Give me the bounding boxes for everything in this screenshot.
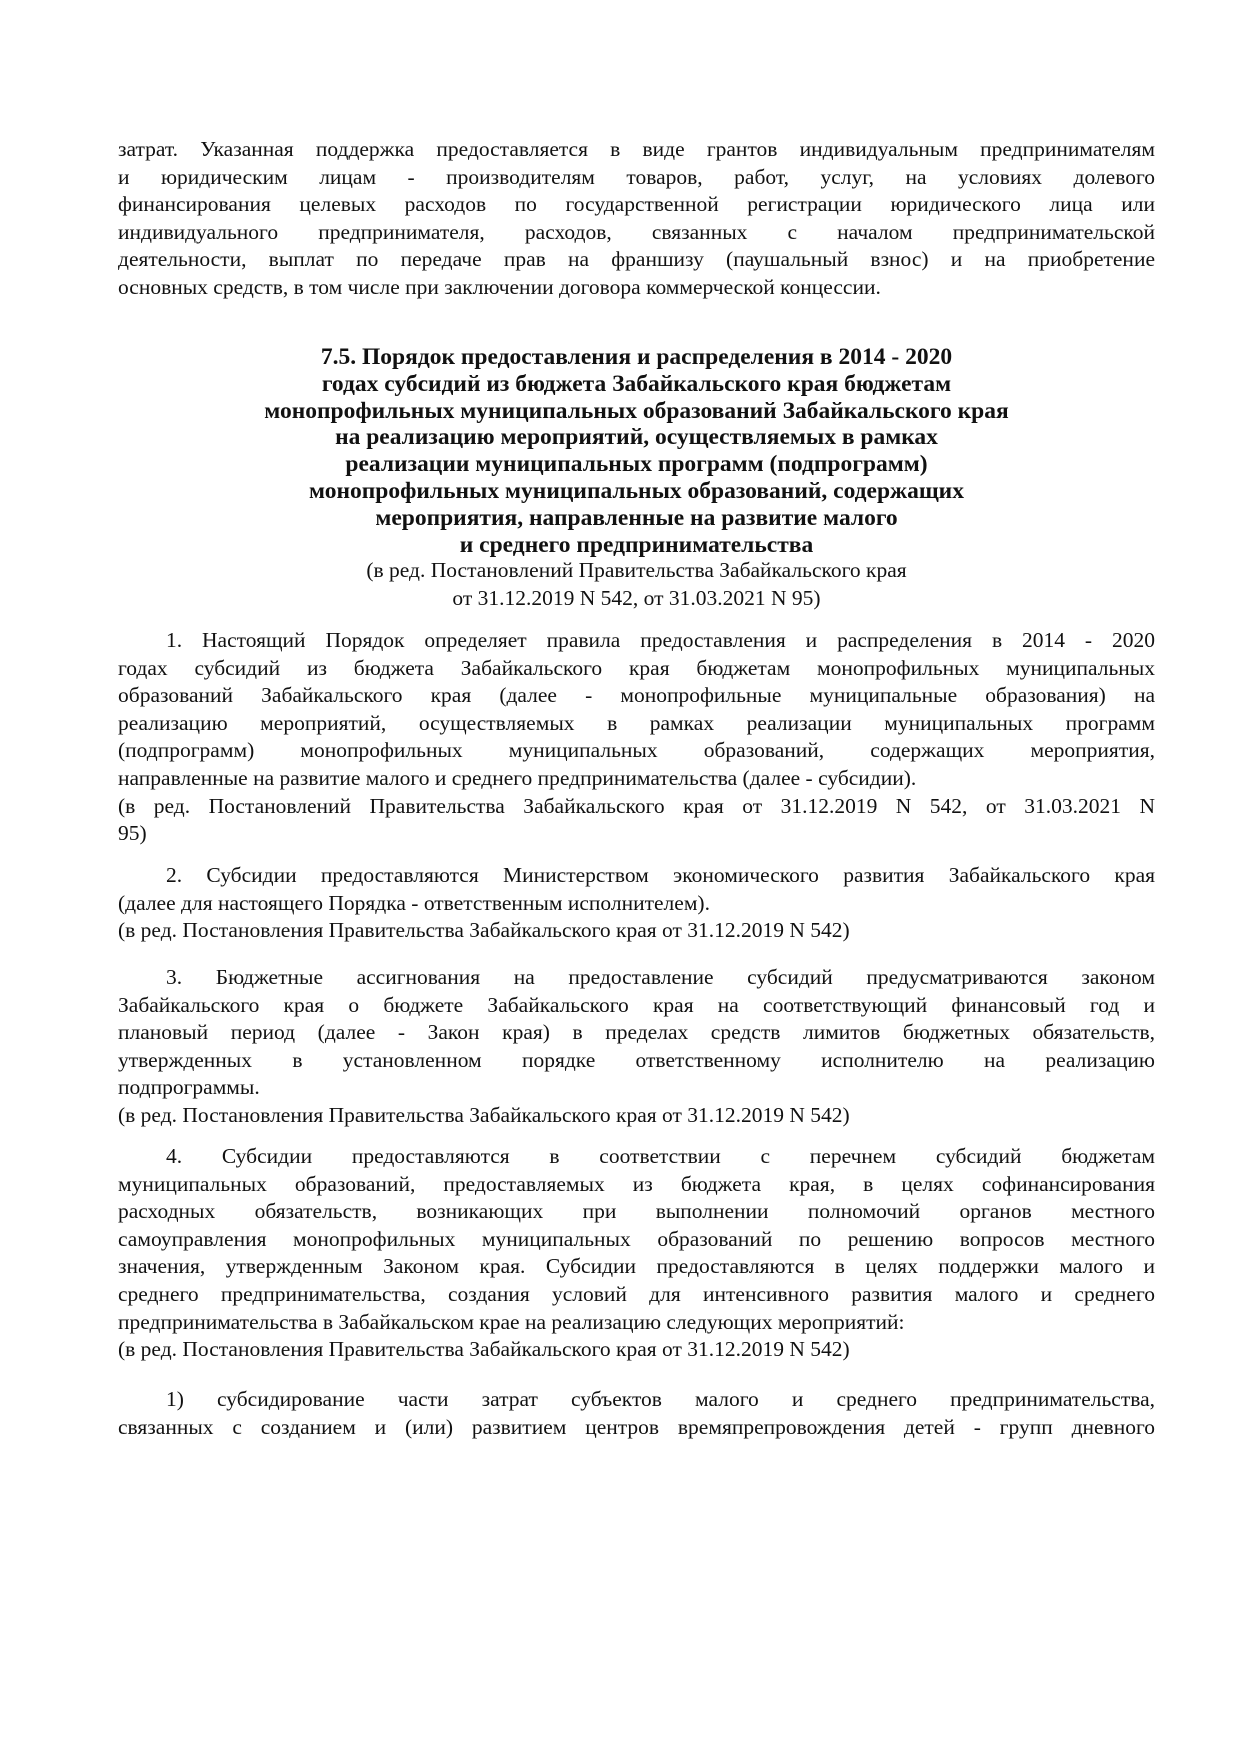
text-line: годах субсидий из бюджета Забайкальского края бюджетам монопрофильных муниципальных [118, 655, 1155, 680]
text-line: (в ред. Постановления Правительства Забайкальского края от 31.12.2019 N 542) [118, 1337, 850, 1362]
text-line: реализации муниципальных программ (подпрограмм) [345, 451, 928, 478]
text-line: (далее для настоящего Порядка - ответственным исполнителем). [118, 890, 710, 915]
paragraph-1 [118, 627, 1155, 848]
text-line: на реализацию мероприятий, осуществляемых в рамках [335, 424, 938, 451]
text-line: 1. Настоящий Порядок определяет правила предоставления и распределения в 2014 - 2020 [166, 628, 1155, 652]
text-line: связанных с созданием и (или) развитием центров времяпрепровождения детей - групп дневного [118, 1414, 1155, 1439]
section-heading [118, 344, 1155, 558]
text-line: самоуправления монопрофильных муниципальных образований по решению вопросов местного [118, 1226, 1155, 1251]
text-line: 95) [118, 821, 147, 846]
text-line: подпрограммы. [118, 1075, 260, 1100]
text-line: среднего предпринимательства, создания условий для интенсивного развития малого и среднего [118, 1281, 1155, 1306]
text-line: от 31.12.2019 N 542, от 31.03.2021 N 95) [452, 586, 821, 610]
paragraph-5 [118, 1386, 1155, 1441]
text-line: (в ред. Постановления Правительства Забайкальского края от 31.12.2019 N 542) [118, 1102, 850, 1127]
text-line: значения, утвержденным Законом края. Субсидии предоставляются в целях поддержки малого и [118, 1254, 1155, 1279]
text-line: муниципальных образований, предоставляемых из бюджета края, в целях софинансирования [118, 1171, 1155, 1196]
text-line: мероприятия, направленные на развитие малого [375, 504, 898, 531]
text-line: 7.5. Порядок предоставления и распределения в 2014 - 2020 [320, 344, 953, 370]
paragraph-continuation [118, 136, 1155, 302]
text-line: (в ред. Постановлений Правительства Забайкальского края от 31.12.2019 N 542, от 31.03.2021 N [118, 793, 1155, 818]
text-line: направленные на развитие малого и среднего предпринимательства (далее - субсидии). [118, 765, 917, 790]
text-line: расходных обязательств, возникающих при выполнении полномочий органов местного [118, 1199, 1155, 1224]
text-line: индивидуального предпринимателя, расходов, связанных с началом предпринимательской [118, 219, 1155, 244]
text-line: утвержденных в установленном порядке ответственному исполнителю на реализацию [118, 1047, 1155, 1072]
text-line: реализацию мероприятий, осуществляемых в рамках реализации муниципальных программ [118, 710, 1155, 735]
text-line: годах субсидий из бюджета Забайкальского края бюджетам [321, 370, 952, 397]
text-line: плановый период (далее - Закон края) в пределах средств лимитов бюджетных обязательств, [118, 1020, 1155, 1045]
text-line: деятельности, выплат по передаче прав на франшизу (паушальный взнос) и на приобретение [118, 247, 1155, 272]
text-line: (подпрограмм) монопрофильных муниципальных образований, содержащих мероприятия, [118, 738, 1155, 763]
text-line: 1) субсидирование части затрат субъектов малого и среднего предпринимательства, [166, 1387, 1155, 1411]
text-line: 3. Бюджетные ассигнования на предоставление субсидий предусматриваются законом [166, 965, 1155, 989]
text-line: затрат. Указанная поддержка предоставляется в виде грантов индивидуальным предпринимателям [118, 137, 1155, 161]
text-line: финансирования целевых расходов по государственной регистрации юридического лица или [118, 192, 1155, 217]
text-line: 2. Субсидии предоставляются Министерством экономического развития Забайкальского края [166, 863, 1155, 887]
text-line: монопрофильных муниципальных образований Забайкальского края [264, 397, 1009, 424]
paragraph-4 [118, 1143, 1155, 1364]
text-line: (в ред. Постановлений Правительства Забайкальского края [366, 558, 907, 582]
paragraph-2 [118, 862, 1155, 945]
text-line: основных средств, в том числе при заключении договора коммерческой концессии. [118, 274, 881, 299]
text-line: и юридическим лицам - производителям товаров, работ, услуг, на условиях долевого [118, 164, 1155, 189]
text-line: и среднего предпринимательства [459, 531, 814, 558]
text-line: предпринимательства в Забайкальском крае на реализацию следующих мероприятий: [118, 1309, 905, 1334]
text-line: образований Забайкальского края (далее - монопрофильные муниципальные образования) на [118, 683, 1155, 708]
text-line: (в ред. Постановления Правительства Забайкальского края от 31.12.2019 N 542) [118, 918, 850, 943]
paragraph-3 [118, 964, 1155, 1130]
text-line: монопрофильных муниципальных образований, содержащих [309, 477, 964, 504]
text-line: Забайкальского края о бюджете Забайкальского края на соответствующий финансовый год и [118, 992, 1155, 1017]
heading-amendment-note [118, 556, 1155, 612]
text-line: 4. Субсидии предоставляются в соответствии с перечнем субсидий бюджетам [166, 1144, 1155, 1168]
